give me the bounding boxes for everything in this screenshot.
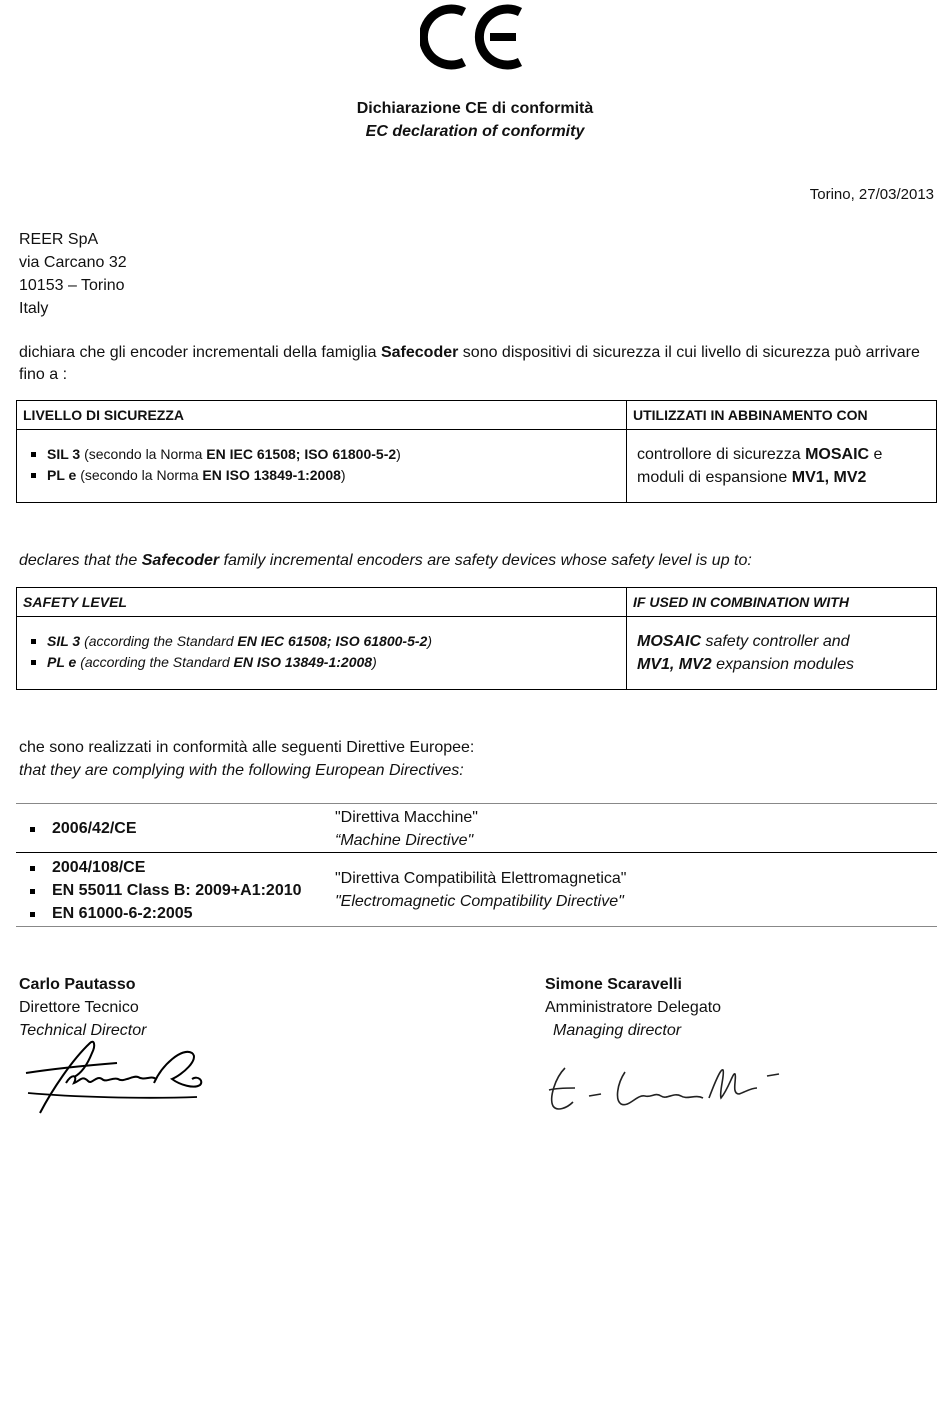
intro-en-brand: Safecoder [141, 552, 220, 569]
directive-name-it: "Direttiva Compatibilità Elettromagnetica" [335, 870, 627, 887]
list-item: SIL 3 (secondo la Norma EN IEC 61508; ISO 61800-5-2) [47, 444, 626, 465]
company-name: REER SpA [19, 231, 99, 248]
directive-code: 2006/42/CE [30, 817, 137, 840]
directive-name-en: "Electromagnetic Compatibility Directive" [335, 893, 624, 910]
directive-code: EN 61000-6-2:2005 [30, 902, 302, 925]
signatory-name: Simone Scaravelli [545, 976, 682, 993]
intro-it-pre: dichiara che gli encoder incrementali della famiglia [19, 344, 381, 361]
country: Italy [19, 300, 49, 317]
handwritten-signature-right [545, 1058, 785, 1118]
directive-row-1 [16, 803, 937, 853]
signatory-role-it: Amministratore Delegato [545, 999, 722, 1016]
table-it-col1-header: LIVELLO DI SICUREZZA [17, 401, 627, 430]
date: Torino, 27/03/2013 [809, 186, 934, 203]
title-it: Dichiarazione CE di conformità [356, 100, 594, 117]
signature-right [545, 973, 721, 1042]
signatory-role-en: Managing director [553, 1022, 682, 1039]
intro-en [19, 550, 937, 572]
intro-it-brand: Safecoder [380, 344, 459, 361]
directive-code: 2004/108/CE [30, 856, 302, 879]
intro-it-post: sono dispositivi di sicurezza il cui livello di sicurezza può arrivare fino a : [19, 344, 920, 383]
address [19, 228, 127, 320]
street: via Carcano 32 [19, 254, 127, 271]
directives-intro-it: che sono realizzati in conformità alle seguenti Direttive Europee: [19, 739, 475, 756]
table-en-col2-header: IF USED IN COMBINATION WITH [627, 588, 937, 617]
city: 10153 – Torino [19, 277, 125, 294]
intro-it [19, 342, 937, 386]
handwritten-signature-left [22, 1035, 207, 1120]
list-item: SIL 3 (according the Standard EN IEC 61508; ISO 61800-5-2) [47, 631, 626, 652]
intro-en-pre: declares that the [19, 552, 142, 569]
title-en: EC declaration of conformity [365, 123, 585, 140]
list-item: PL e (secondo la Norma EN ISO 13849-1:2008) [47, 465, 626, 486]
signature-left [19, 973, 146, 1042]
safety-table-en [16, 587, 937, 690]
intro-en-post: family incremental encoders are safety devices whose safety level is up to: [219, 552, 752, 569]
table-it-col2-header: UTILIZZATI IN ABBINAMENTO CON [627, 401, 937, 430]
table-it-levels [17, 430, 627, 503]
directives-intro-en: that they are complying with the following European Directives: [19, 762, 464, 779]
safety-table-it [16, 400, 937, 503]
table-en-combination: MOSAIC safety controller and MV1, MV2 expansion modules [627, 617, 937, 690]
directive-name-it: "Direttiva Macchine" [335, 809, 478, 826]
signatory-role-it: Direttore Tecnico [19, 999, 139, 1016]
divider [16, 926, 937, 927]
signatory-name: Carlo Pautasso [19, 976, 136, 993]
table-it-combination: controllore di sicurezza MOSAIC e moduli di espansione MV1, MV2 [627, 430, 937, 503]
signatory-role-en: Technical Director [19, 1022, 147, 1039]
directive-name-en: “Machine Directive" [335, 832, 474, 849]
table-en-col1-header: SAFETY LEVEL [17, 588, 627, 617]
directive-row-2 [16, 852, 937, 927]
table-en-levels [17, 617, 627, 690]
directive-code: EN 55011 Class B: 2009+A1:2010 [30, 879, 302, 902]
list-item: PL e (according the Standard EN ISO 13849-1:2008) [47, 652, 626, 673]
ce-logo [420, 0, 530, 80]
